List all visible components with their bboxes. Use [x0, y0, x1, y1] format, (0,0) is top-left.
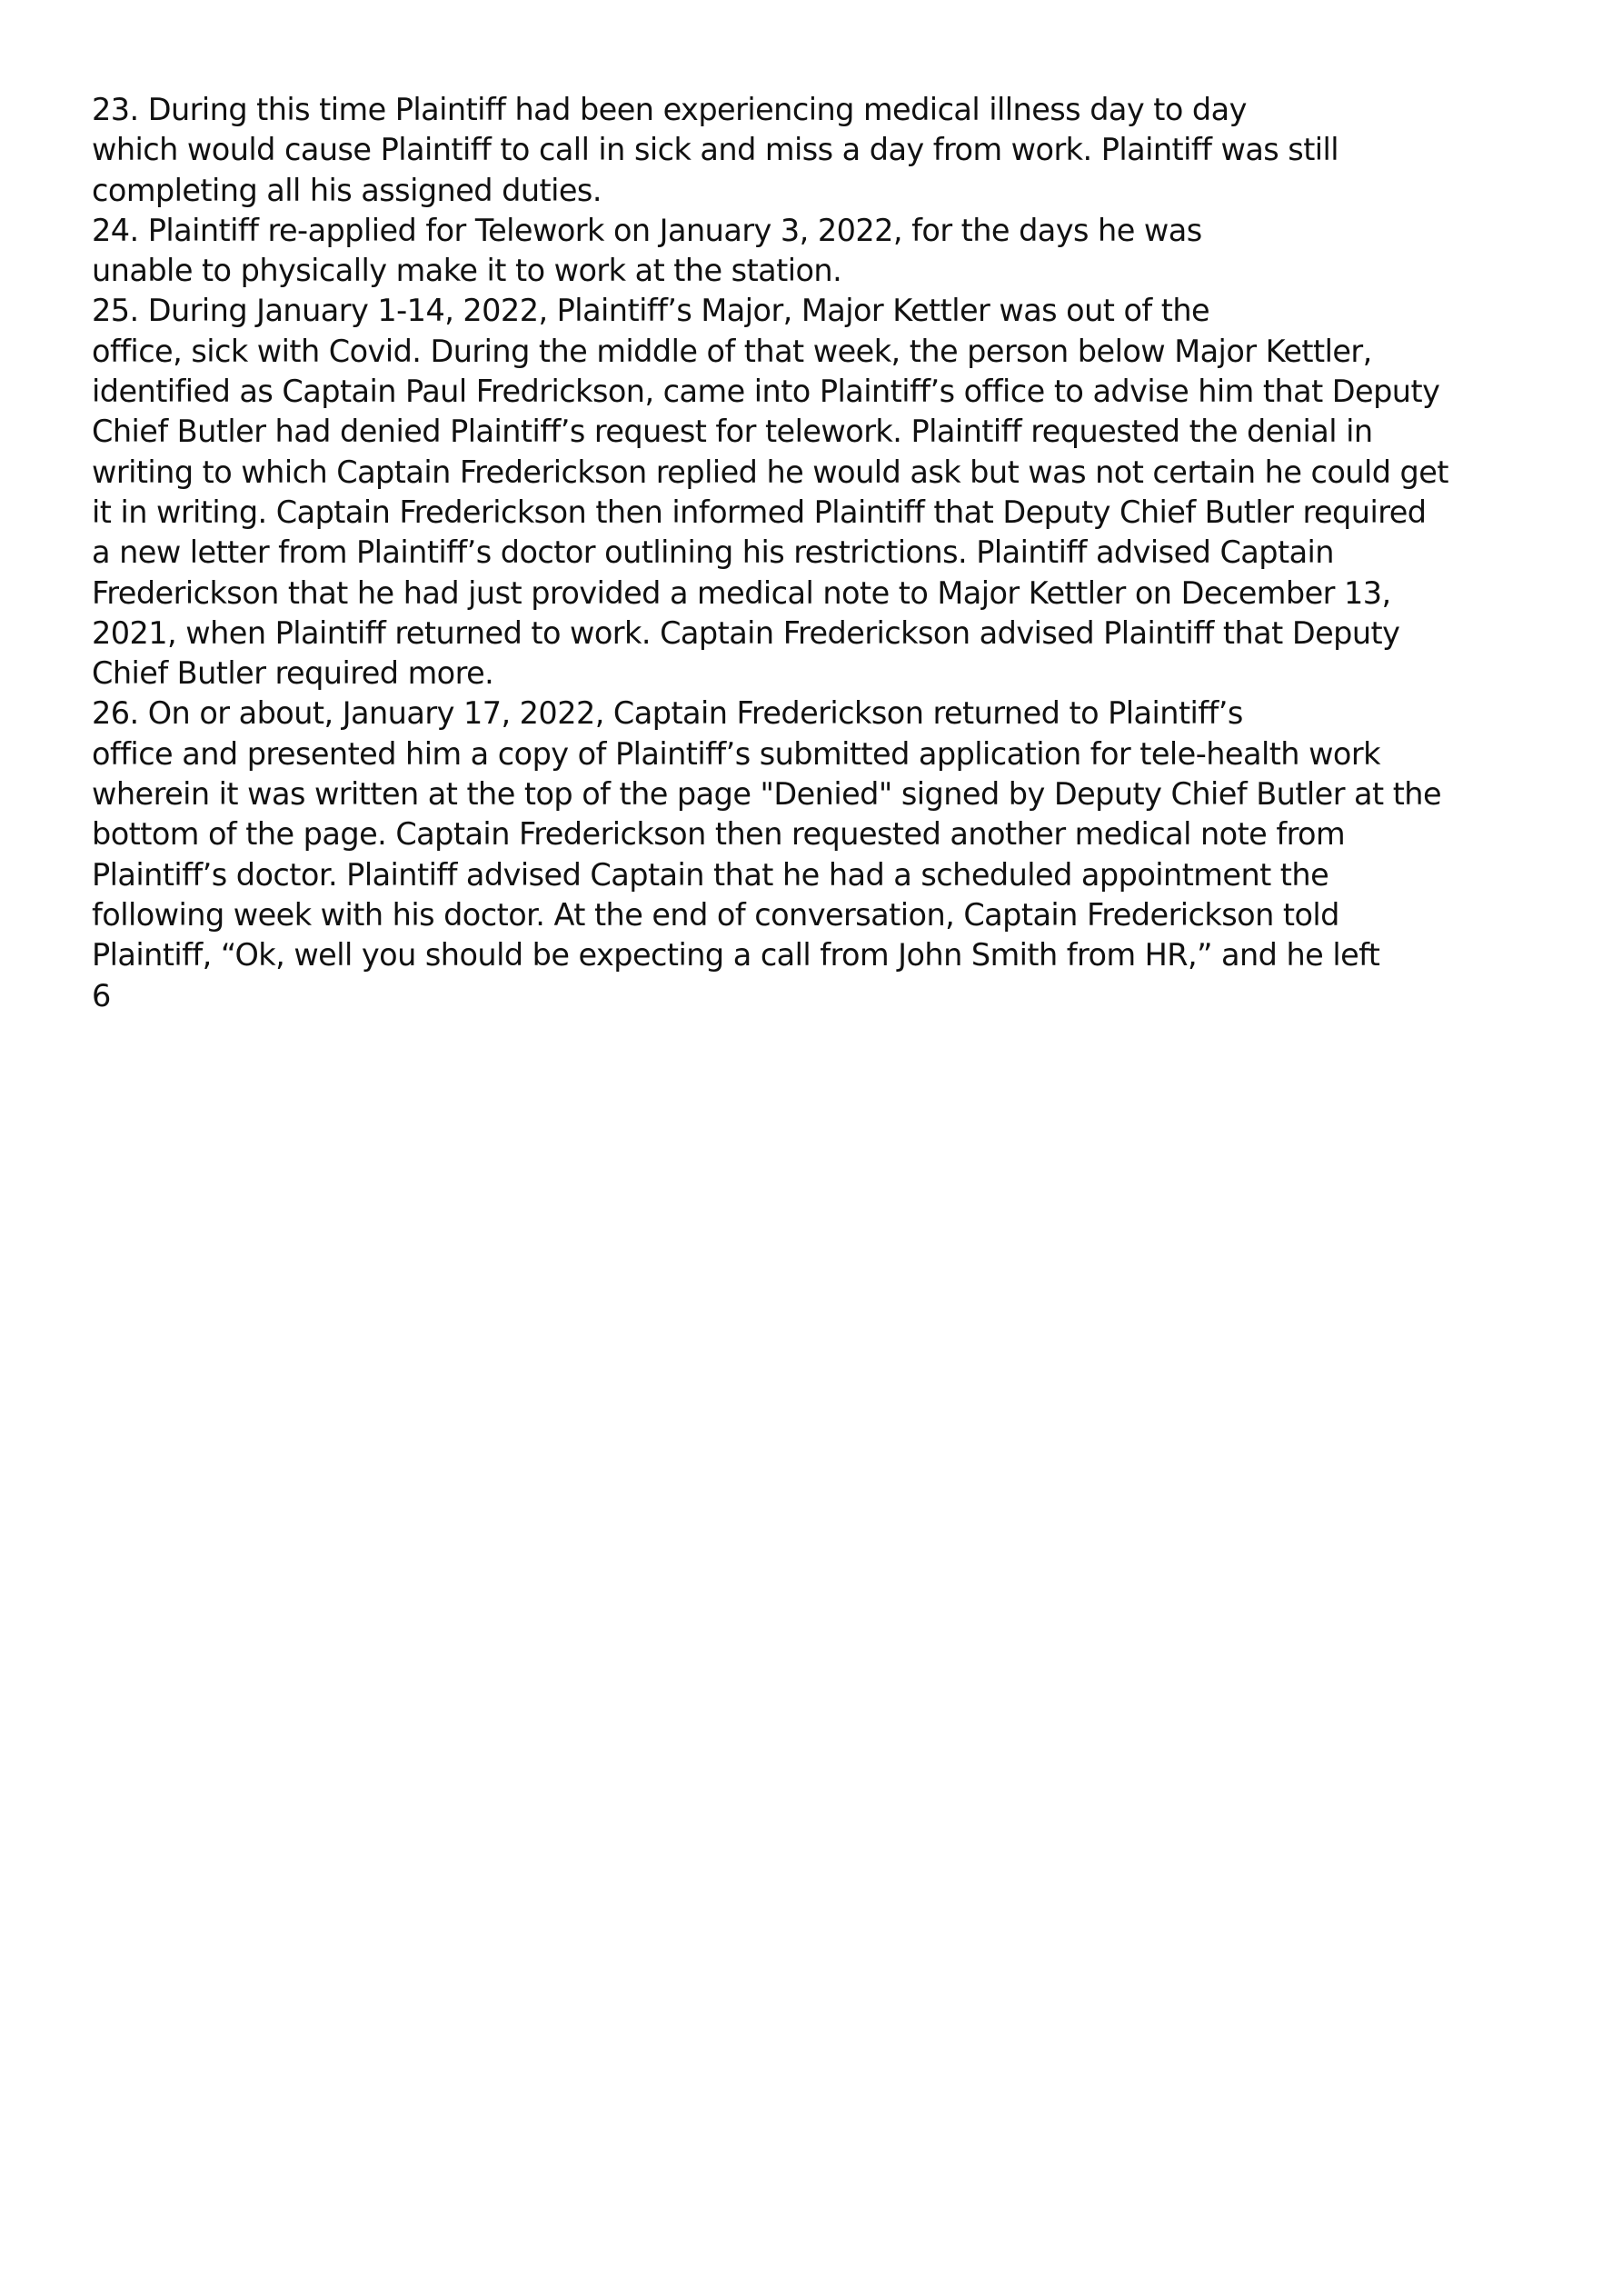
- paragraph-26-line-3: wherein it was written at the top of the page "Denied" signed by Deputy Chief Butler at the: [92, 776, 1442, 813]
- page-number: 6: [92, 977, 111, 1013]
- paragraph-23-line-1: 23. During this time Plaintiff had been experiencing medical illness day to day: [92, 92, 1247, 127]
- paragraph-26-line-5: Plaintiff’s doctor. Plaintiff advised Captain that he had a scheduled appointment the: [92, 856, 1329, 893]
- paragraph-25-line-4: Chief Butler had denied Plaintiff’s request for telework. Plaintiff requested the denial in: [92, 414, 1373, 450]
- paragraph-25-line-10: Chief Butler required more.: [92, 655, 494, 692]
- paragraph-26-line-2: office and presented him a copy of Plaintiff’s submitted application for tele-health work: [92, 735, 1380, 772]
- paragraph-25-line-7: a new letter from Plaintiff’s doctor outlining his restrictions. Plaintiff advised Captain: [92, 534, 1334, 571]
- paragraph-26-line-4: bottom of the page. Captain Frederickson then requested another medical note from: [92, 816, 1346, 853]
- paragraph-23-line-2: which would cause Plaintiff to call in sick and miss a day from work. Plaintiff was still: [92, 132, 1339, 168]
- paragraph-25-line-5: writing to which Captain Frederickson replied he would ask but was not certain he could get: [92, 454, 1448, 490]
- paragraph-25-line-8: Frederickson that he had just provided a medical note to Major Kettler on December 13,: [92, 574, 1391, 611]
- paragraph-24-line-1: 24. Plaintiff re-applied for Telework on January 3, 2022, for the days he was: [92, 212, 1202, 248]
- paragraph-26-line-7: Plaintiff, “Ok, well you should be expecting a call from John Smith from HR,” and he left: [92, 937, 1380, 973]
- paragraph-26-line-6: following week with his doctor. At the end of conversation, Captain Frederickson told: [92, 896, 1339, 933]
- paragraph-26-line-1: 26. On or about, January 17, 2022, Captain Frederickson returned to Plaintiff’s: [92, 695, 1243, 732]
- paragraph-23-line-3: completing all his assigned duties.: [92, 172, 602, 208]
- document-body: [92, 90, 1582, 1016]
- paragraph-25-line-6: it in writing. Captain Frederickson then informed Plaintiff that Deputy Chief Butler required: [92, 494, 1427, 530]
- paragraph-25-line-1: 25. During January 1-14, 2022, Plaintiff’s Major, Major Kettler was out of the: [92, 293, 1210, 329]
- paragraph-25-line-3: identified as Captain Paul Fredrickson, came into Plaintiff’s office to advise him that Deputy: [92, 374, 1440, 410]
- paragraph-25-line-2: office, sick with Covid. During the middle of that week, the person below Major Kettler,: [92, 333, 1372, 369]
- paragraph-24-line-2: unable to physically make it to work at the station.: [92, 253, 842, 289]
- paragraph-25-line-9: 2021, when Plaintiff returned to work. Captain Frederickson advised Plaintiff that Deputy: [92, 614, 1400, 651]
